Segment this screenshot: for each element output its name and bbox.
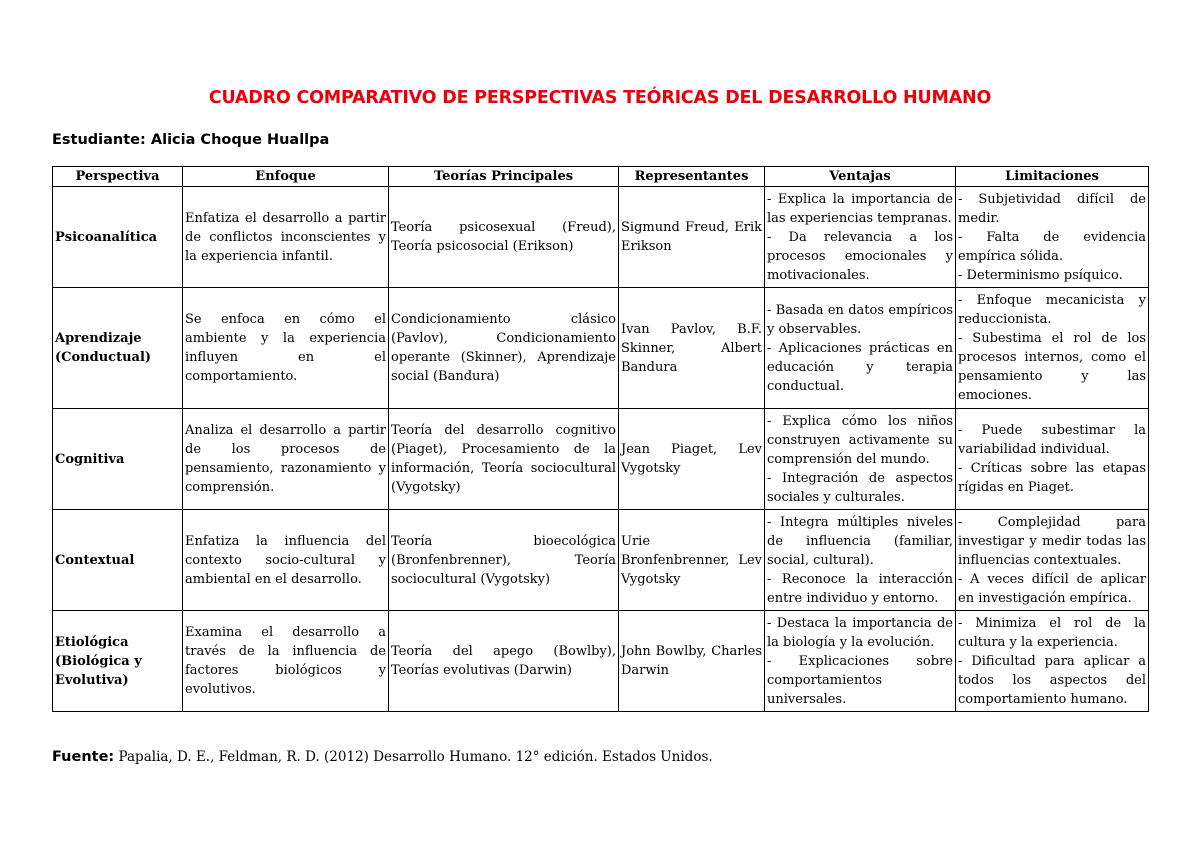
limitacion-item: - Minimiza el rol de la cultura y la experiencia. xyxy=(958,615,1146,650)
limitacion-item: - Subestima el rol de los procesos internos, como el pensamiento y las emociones. xyxy=(958,331,1146,403)
cell-limitaciones xyxy=(956,611,1149,712)
cell-enfoque: Analiza el desarrollo a partir de los procesos de pensamiento, razonamiento y comprensión. xyxy=(183,409,389,510)
cell-teorias: Teoría bioecológica (Bronfenbrenner), Teoría sociocultural (Vygotsky) xyxy=(389,510,619,611)
limitacion-item: - Subjetividad difícil de medir. xyxy=(958,191,1146,226)
comparison-table xyxy=(52,166,1149,712)
column-header-limitaciones: Limitaciones xyxy=(956,167,1149,187)
source-line xyxy=(52,749,713,765)
cell-enfoque: Enfatiza el desarrollo a partir de conflictos inconscientes y la experiencia infantil. xyxy=(183,187,389,288)
cell-ventajas xyxy=(765,611,956,712)
cell-perspectiva: Psicoanalítica xyxy=(53,187,183,288)
limitacion-item: - Puede subestimar la variabilidad individual. xyxy=(958,423,1146,457)
ventaja-item: - Destaca la importancia de la biología y la evolución. xyxy=(767,615,953,650)
cell-perspectiva: Cognitiva xyxy=(53,409,183,510)
table-header-row xyxy=(53,167,1149,187)
cell-representantes: Ivan Pavlov, B.F. Skinner, Albert Bandura xyxy=(619,288,765,409)
cell-enfoque: Examina el desarrollo a través de la influencia de factores biológicos y evolutivos. xyxy=(183,611,389,712)
table-row xyxy=(53,409,1149,510)
ventaja-item: - Basada en datos empíricos y observables. xyxy=(767,302,953,337)
column-header-representantes: Representantes xyxy=(619,167,765,187)
cell-limitaciones xyxy=(956,187,1149,288)
cell-ventajas xyxy=(765,510,956,611)
cell-representantes: John Bowlby, Charles Darwin xyxy=(619,611,765,712)
cell-perspectiva: Aprendizaje (Conductual) xyxy=(53,288,183,409)
cell-teorias: Condicionamiento clásico (Pavlov), Condicionamiento operante (Skinner), Aprendizaje social (Bandura) xyxy=(389,288,619,409)
cell-perspectiva: Contextual xyxy=(53,510,183,611)
limitacion-item: - Dificultad para aplicar a todos los aspectos del comportamiento humano. xyxy=(958,653,1146,707)
cell-limitaciones xyxy=(956,288,1149,409)
cell-teorias: Teoría del apego (Bowlby), Teorías evolutivas (Darwin) xyxy=(389,611,619,712)
column-header-teorias: Teorías Principales xyxy=(389,167,619,187)
ventaja-item: - Reconoce la interacción entre individuo y entorno. xyxy=(767,571,953,606)
student-label: Estudiante: xyxy=(52,132,146,148)
table-row xyxy=(53,611,1149,712)
table-row xyxy=(53,288,1149,409)
cell-representantes: Urie Bronfenbrenner, Lev Vygotsky xyxy=(619,510,765,611)
source-label: Fuente: xyxy=(52,749,115,765)
ventaja-item: - Aplicaciones prácticas en educación y terapia conductual. xyxy=(767,340,953,394)
cell-enfoque: Se enfoca en cómo el ambiente y la experiencia influyen en el comportamiento. xyxy=(183,288,389,409)
ventaja-item: - Integración de aspectos sociales y culturales. xyxy=(767,470,953,505)
cell-ventajas xyxy=(765,288,956,409)
source-text: Papalia, D. E., Feldman, R. D. (2012) Desarrollo Humano. 12° edición. Estados Unidos. xyxy=(118,749,713,765)
ventaja-item: - Explica cómo los niños construyen activamente su comprensión del mundo. xyxy=(767,413,953,467)
cell-enfoque: Enfatiza la influencia del contexto socio-cultural y ambiental en el desarrollo. xyxy=(183,510,389,611)
ventaja-item: - Explica la importancia de las experiencias tempranas. xyxy=(767,191,953,226)
student-line xyxy=(52,132,329,148)
document-title: CUADRO COMPARATIVO DE PERSPECTIVAS TEÓRICAS DEL DESARROLLO HUMANO xyxy=(208,88,992,108)
limitacion-item: - Críticas sobre las etapas rígidas en Piaget. xyxy=(958,461,1146,495)
limitacion-item: - Falta de evidencia empírica sólida. xyxy=(958,229,1146,264)
limitacion-item: - A veces difícil de aplicar en investigación empírica. xyxy=(958,571,1146,606)
column-header-enfoque: Enfoque xyxy=(183,167,389,187)
ventaja-item: - Integra múltiples niveles de influencia (familiar, social, cultural). xyxy=(767,514,953,568)
cell-representantes: Jean Piaget, Lev Vygotsky xyxy=(619,409,765,510)
limitacion-item: - Complejidad para investigar y medir todas las influencias contextuales. xyxy=(958,514,1146,568)
ventaja-item: - Da relevancia a los procesos emocionales y motivacionales. xyxy=(767,229,953,283)
cell-ventajas xyxy=(765,409,956,510)
ventaja-item: - Explicaciones sobre comportamientos universales. xyxy=(767,653,953,707)
cell-limitaciones xyxy=(956,510,1149,611)
cell-teorias: Teoría del desarrollo cognitivo (Piaget), Procesamiento de la información, Teoría sociocultural (Vygotsky) xyxy=(389,409,619,510)
cell-perspectiva: Etiológica (Biológica y Evolutiva) xyxy=(53,611,183,712)
table-row xyxy=(53,510,1149,611)
table-row xyxy=(53,187,1149,288)
limitacion-item: - Determinismo psíquico. xyxy=(958,267,1123,283)
student-name: Alicia Choque Huallpa xyxy=(150,132,330,148)
cell-ventajas xyxy=(765,187,956,288)
limitacion-item: - Enfoque mecanicista y reduccionista. xyxy=(958,293,1146,327)
column-header-ventajas: Ventajas xyxy=(765,167,956,187)
cell-teorias: Teoría psicosexual (Freud), Teoría psicosocial (Erikson) xyxy=(389,187,619,288)
cell-limitaciones xyxy=(956,409,1149,510)
cell-representantes: Sigmund Freud, Erik Erikson xyxy=(619,187,765,288)
column-header-perspectiva: Perspectiva xyxy=(53,167,183,187)
